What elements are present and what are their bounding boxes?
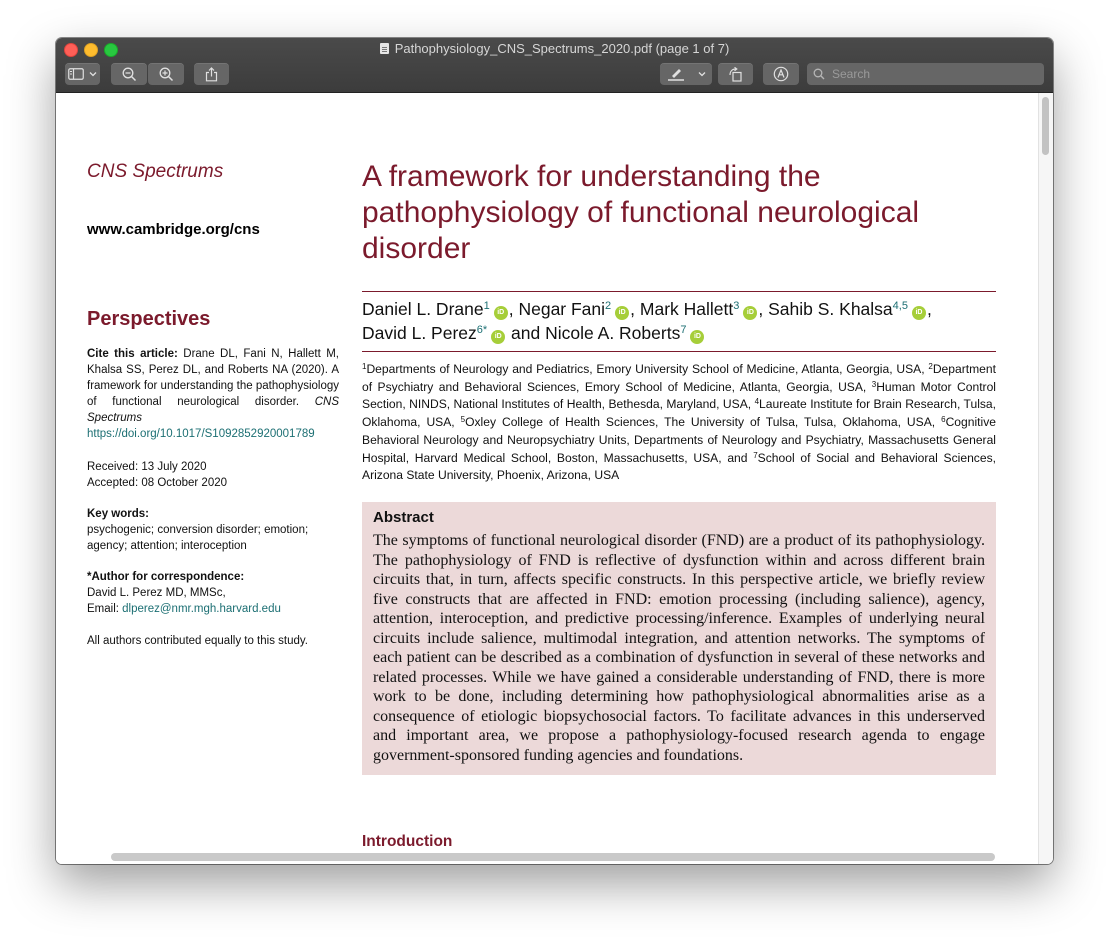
rotate-icon	[728, 67, 744, 82]
affiliation-text: Oxley College of Health Sciences, The University of Tulsa, Tulsa, Oklahoma, USA,	[465, 415, 942, 430]
chevron-down-icon	[89, 71, 97, 77]
window-title-text: Pathophysiology_CNS_Spectrums_2020.pdf (page 1 of 7)	[394, 41, 730, 56]
share-icon	[205, 67, 218, 82]
affiliation-number: 6	[941, 415, 946, 425]
dates-block	[87, 459, 339, 491]
highlight-button[interactable]	[660, 63, 712, 85]
rotate-button[interactable]	[718, 63, 753, 85]
orcid-icon[interactable]: iD	[615, 306, 629, 320]
zoom-in-icon	[159, 67, 174, 82]
author-name: Negar Fani	[518, 299, 606, 319]
authors-rule	[362, 351, 996, 352]
document-view[interactable]	[56, 93, 1053, 864]
author-affiliation-ref: 3	[733, 300, 740, 312]
author-separator: ,	[758, 299, 769, 319]
orcid-icon[interactable]: iD	[912, 306, 926, 320]
author-name: David L. Perez	[362, 323, 477, 343]
affiliations	[362, 361, 996, 485]
zoom-in-button[interactable]	[148, 63, 184, 85]
affiliation-number: 7	[753, 450, 758, 460]
affiliation-text: Cognitive Behavioral Neurology and Neuropsychiatry Units, Departments of Neurology and Psychiatry, Massachusetts General Hospital, Harvard Medical School, Boston, Massachusetts, USA, and	[362, 415, 996, 465]
affiliation-text: Departments of Neurology and Pediatrics, Emory University School of Medicine, Atlanta, Georgia, USA,	[366, 362, 929, 376]
cite-text: Drane DL, Fani N, Hallett M, Khalsa SS, Perez DL, and Roberts NA (2020). A framework for understanding the pathophysiology of functional neurological disorder.	[87, 348, 339, 408]
affiliation-text: School of Social and Behavioral Sciences, Arizona State University, Phoenix, Arizona, USA	[362, 450, 996, 483]
window-title	[56, 41, 1053, 57]
introduction-heading: Introduction	[362, 833, 453, 850]
author-name: Nicole A. Roberts	[545, 323, 681, 343]
received-date: Received: 13 July 2020	[87, 461, 207, 473]
author-affiliation-ref: 4,5	[892, 300, 908, 312]
author-separator: ,	[508, 299, 519, 319]
author-name: Mark Hallett	[639, 299, 734, 319]
orcid-icon[interactable]: iD	[491, 330, 505, 344]
sidebar-icon	[68, 68, 84, 80]
keywords-label: Key words:	[87, 508, 149, 520]
journal-website[interactable]: www.cambridge.org/cns	[87, 221, 260, 238]
sidebar-view-button[interactable]	[65, 63, 100, 85]
affiliation-number: 1	[362, 362, 367, 371]
author-separator: ,	[926, 299, 932, 319]
author-separator: ,	[630, 299, 640, 319]
zoom-out-icon	[122, 67, 137, 82]
affiliation-text: Laureate Institute for Brain Research, Tulsa, Oklahoma, USA,	[362, 397, 997, 430]
preview-window	[56, 38, 1053, 864]
titlebar	[56, 38, 1053, 93]
cite-journal: CNS Spectrums	[87, 396, 339, 424]
author	[362, 299, 509, 319]
affiliation-text: Human Motor Control Section, NINDS, National Institutes of Health, Bethesda, Maryland, USA,	[362, 379, 996, 412]
share-button[interactable]	[194, 63, 229, 85]
markup-icon	[773, 66, 789, 82]
vertical-scrollbar[interactable]	[1038, 93, 1053, 864]
correspondence-name: David L. Perez MD, MMSc,	[87, 587, 226, 599]
author-separator: and	[506, 323, 546, 343]
doi-link[interactable]: https://doi.org/10.1017/S1092852920001789	[87, 428, 315, 440]
affiliation-text: Department of Psychiatry and Behavioral Sciences, Emory School of Medicine, Atlanta, Georgia, USA,	[362, 362, 996, 394]
keywords-block	[87, 506, 339, 554]
affiliation-number: 5	[460, 415, 466, 425]
keywords-text: psychogenic; conversion disorder; emotion; agency; attention; interoception	[87, 524, 309, 552]
abstract-text: The symptoms of functional neurological disorder (FND) are a product of its pathophysiology. The pathophysiology of FND is reflective of dysfunction within and across different brain circuits that, in turn, affects specific constructs. In this perspective article, we briefly review five constructs that are affected in FND: emotion processing (including salience), agency, attention, interoception, and predictive processing/inference. Examples of underlying neural circuits include salience, multimodal integration, and attention networks. The symptoms of each patient can be described as a combination of dysfunction in several of these networks and related processes. While we have gained a considerable understanding of FND, there is more work to be done, including determining how pathophysiological abnormalities arise as a consequence of etiologic biopsychosocial factors. To facilitate advances in this underserved and important area, we propose a pathophysiology-focused research agenda to engage government-sponsored funding agencies and foundations.	[373, 532, 985, 764]
accepted-date: Accepted: 08 October 2020	[87, 477, 228, 489]
affiliation-number: 3	[871, 379, 877, 389]
search-icon	[813, 68, 825, 80]
article-title: A framework for understanding the pathophysiology of functional neurological disorder	[362, 160, 920, 265]
citation-block	[87, 346, 339, 442]
author-list	[362, 297, 1002, 345]
orcid-icon[interactable]: iD	[690, 330, 704, 344]
highlight-pen-icon	[667, 67, 685, 81]
vertical-scroll-thumb[interactable]	[1042, 97, 1049, 155]
search-input[interactable]	[830, 66, 1034, 82]
correspondence-block	[87, 569, 339, 617]
title-rule	[362, 291, 996, 292]
author-affiliation-ref: 1	[483, 300, 490, 312]
orcid-icon[interactable]: iD	[743, 306, 757, 320]
affiliation-number: 2	[928, 362, 933, 371]
pdf-page	[56, 93, 1039, 864]
author	[545, 323, 705, 343]
author	[640, 299, 758, 319]
journal-name: CNS Spectrums	[87, 161, 224, 182]
author	[362, 323, 506, 343]
document-icon	[380, 43, 389, 54]
contribution-note: All authors contributed equally to this study.	[87, 635, 308, 647]
search-field[interactable]	[807, 63, 1044, 85]
author-affiliation-ref: 2	[605, 300, 612, 312]
horizontal-scrollbar[interactable]	[111, 853, 995, 861]
markup-button[interactable]	[763, 63, 799, 85]
correspondence-label: *Author for correspondence:	[87, 571, 245, 583]
chevron-down-icon	[698, 71, 706, 77]
author	[768, 299, 927, 319]
email-link[interactable]: dlperez@nmr.mgh.harvard.edu	[122, 603, 281, 615]
author-affiliation-ref: 6*	[476, 324, 488, 336]
abstract-heading: Abstract	[373, 509, 434, 526]
section-label: Perspectives	[87, 308, 211, 330]
email-label: Email:	[87, 603, 119, 615]
zoom-out-button[interactable]	[111, 63, 147, 85]
author-affiliation-ref: 7	[680, 324, 687, 336]
author-name: Daniel L. Drane	[362, 299, 484, 319]
cite-label: Cite this article:	[87, 348, 178, 360]
author	[518, 299, 630, 319]
affiliation-number: 4	[754, 397, 760, 407]
orcid-icon[interactable]: iD	[494, 306, 508, 320]
abstract-box	[362, 502, 996, 775]
author-name: Sahib S. Khalsa	[768, 299, 893, 319]
